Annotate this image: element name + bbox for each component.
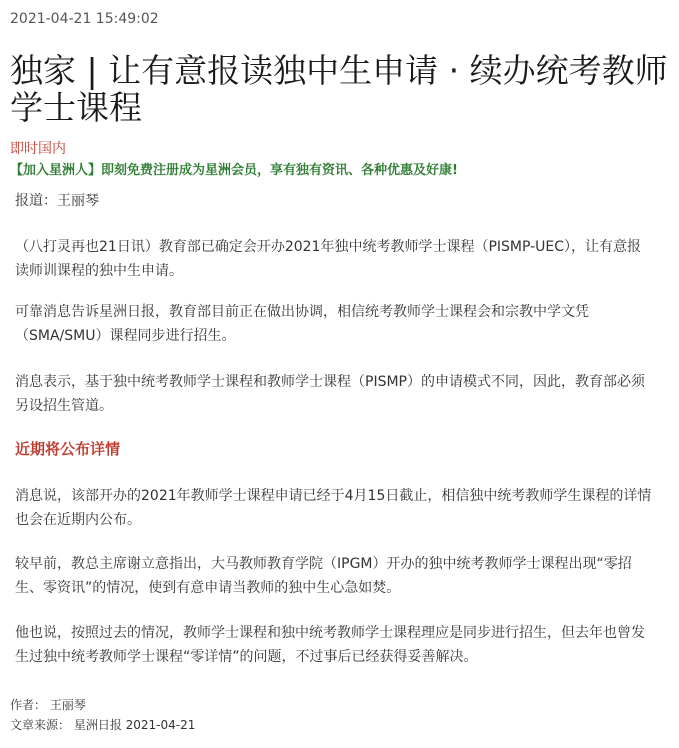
article-paragraph: 较早前，教总主席谢立意指出，大马教师教育学院（IPGM）开办的独中统考教师学士课程出现“零招生、零资讯”的情况，使到有意申请当教师的独中生心急如焚。: [15, 556, 632, 596]
membership-promo-link[interactable]: 【加入星洲人】即刻免费注册成为星洲会员，享有独有资讯、各种优惠及好康!: [10, 163, 458, 178]
article-paragraph: 消息表示，基于独中统考教师学士课程和教师学士课程（PISMP）的申请模式不同，因此，教育部必须另设招生管道。: [15, 374, 645, 414]
publish-timestamp: 2021-04-21 15:49:02: [10, 11, 159, 27]
source-line: 文章来源： 星洲日报 2021-04-21: [10, 718, 196, 732]
article-paragraph: 他也说，按照过去的情况，教师学士课程和独中统考教师学士课程理应是同步进行招生，但去年也曾发生过独中统考教师学士课程“零详情”的问题，不过事后已经获得妥善解决。: [15, 625, 645, 665]
category-link[interactable]: 即时国内: [10, 141, 66, 157]
article-title: 独家 | 让有意报读独中生申请 · 续办统考教师学士课程: [10, 51, 668, 127]
reporter-line: 报道：王丽琴: [15, 193, 99, 209]
author-line: 作者： 王丽琴: [10, 698, 86, 712]
article-paragraph: 消息说，该部开办的2021年教师学士课程申请已经于4月15日截止，相信独中统考教师学生课程的详情也会在近期内公布。: [15, 488, 652, 528]
article-paragraph: 可靠消息告诉星洲日报，教育部目前正在做出协调，相信统考教师学士课程会和宗教中学文凭（SMA/SMU）课程同步进行招生。: [15, 304, 589, 344]
article-paragraph: （八打灵再也21日讯）教育部已确定会开办2021年独中统考教师学士课程（PISMP-UEC），让有意报读师训课程的独中生申请。: [15, 239, 642, 279]
section-subheading: 近期将公布详情: [15, 440, 121, 458]
